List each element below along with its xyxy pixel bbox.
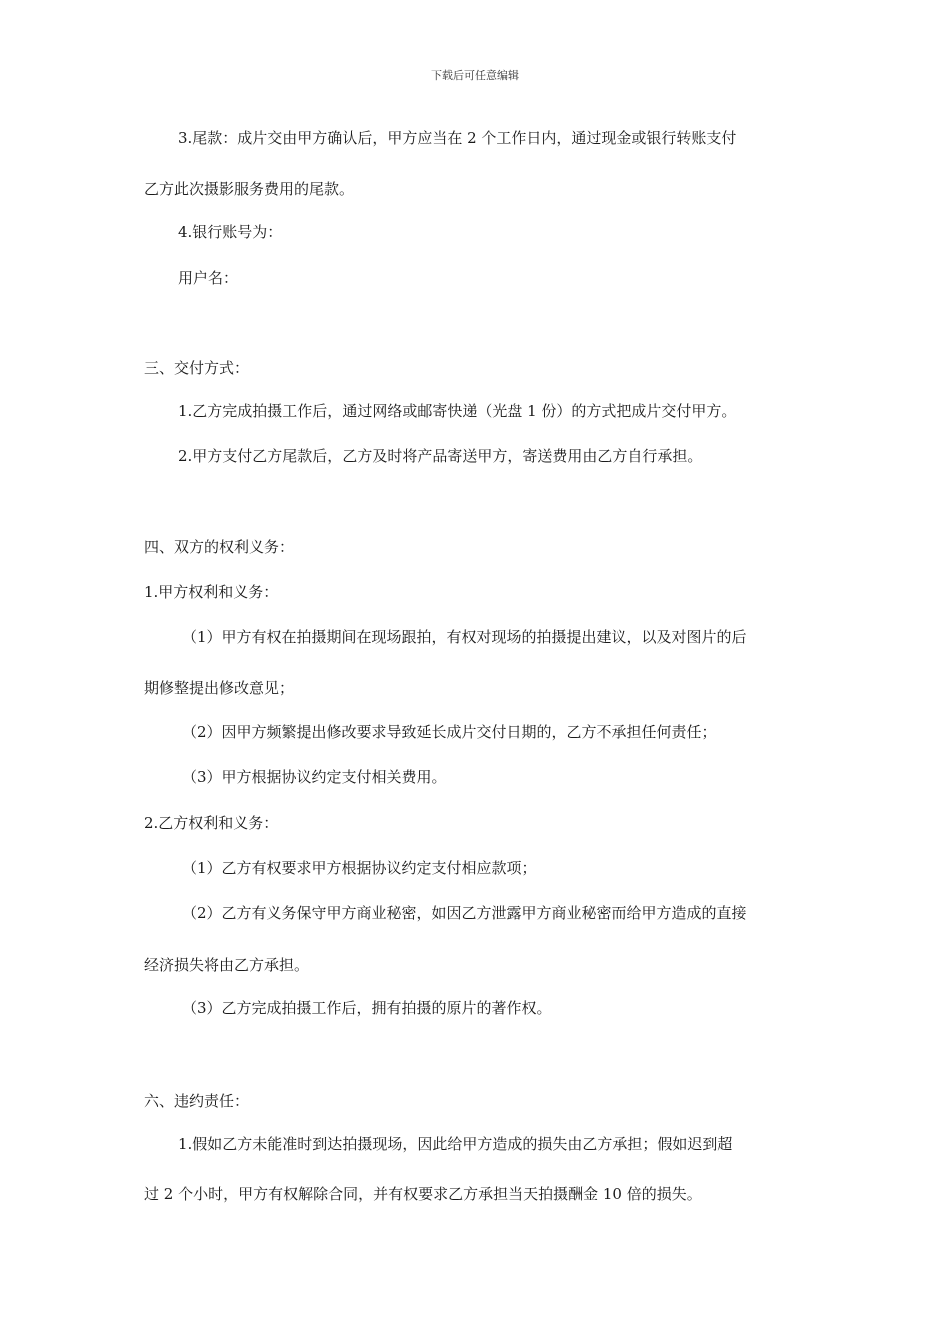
account-name-label: 用户名：	[178, 269, 239, 287]
subheading-party-b: 2.乙方权利和义务：	[144, 814, 279, 832]
subheading-party-a: 1.甲方权利和义务：	[144, 583, 279, 601]
bank-account-label: 4.银行账号为：	[178, 223, 283, 241]
paragraph-party-b-2-cont: 经济损失将由乙方承担。	[144, 956, 310, 974]
paragraph-party-a-2: （2）因甲方频繁提出修改要求导致延长成片交付日期的，乙方不承担任何责任；	[182, 723, 717, 741]
paragraph-delivery-1: 1.乙方完成拍摄工作后，通过网络或邮寄快递（光盘 1 份）的方式把成片交付甲方。	[178, 402, 737, 420]
paragraph-liability-1-cont: 过 2 个小时，甲方有权解除合同，并有权要求乙方承担当天拍摄酬金 10 倍的损失。	[144, 1185, 702, 1203]
paragraph-party-b-1: （1）乙方有权要求甲方根据协议约定支付相应款项；	[182, 859, 537, 877]
paragraph-final-payment-cont: 乙方此次摄影服务费用的尾款。	[144, 180, 355, 198]
paragraph-party-b-3: （3）乙方完成拍摄工作后，拥有拍摄的原片的著作权。	[182, 999, 552, 1017]
paragraph-party-a-1: （1）甲方有权在拍摄期间在现场跟拍，有权对现场的拍摄提出建议，以及对图片的后	[182, 628, 747, 646]
paragraph-party-b-2: （2）乙方有义务保守甲方商业秘密，如因乙方泄露甲方商业秘密而给甲方造成的直接	[182, 904, 747, 922]
paragraph-party-a-1-cont: 期修整提出修改意见；	[144, 679, 295, 697]
paragraph-party-a-3: （3）甲方根据协议约定支付相关费用。	[182, 768, 447, 786]
paragraph-delivery-2: 2.甲方支付乙方尾款后，乙方及时将产品寄送甲方，寄送费用由乙方自行承担。	[178, 447, 703, 465]
section-heading-liability: 六、违约责任：	[144, 1092, 250, 1110]
paragraph-final-payment: 3.尾款：成片交由甲方确认后，甲方应当在 2 个工作日内，通过现金或银行转账支付	[178, 129, 737, 147]
paragraph-liability-1: 1.假如乙方未能准时到达拍摄现场，因此给甲方造成的损失由乙方承担；假如迟到超	[178, 1135, 733, 1153]
section-heading-rights: 四、双方的权利义务：	[144, 538, 295, 556]
section-heading-delivery: 三、交付方式：	[144, 359, 250, 377]
page-header: 下载后可任意编辑	[431, 69, 519, 82]
